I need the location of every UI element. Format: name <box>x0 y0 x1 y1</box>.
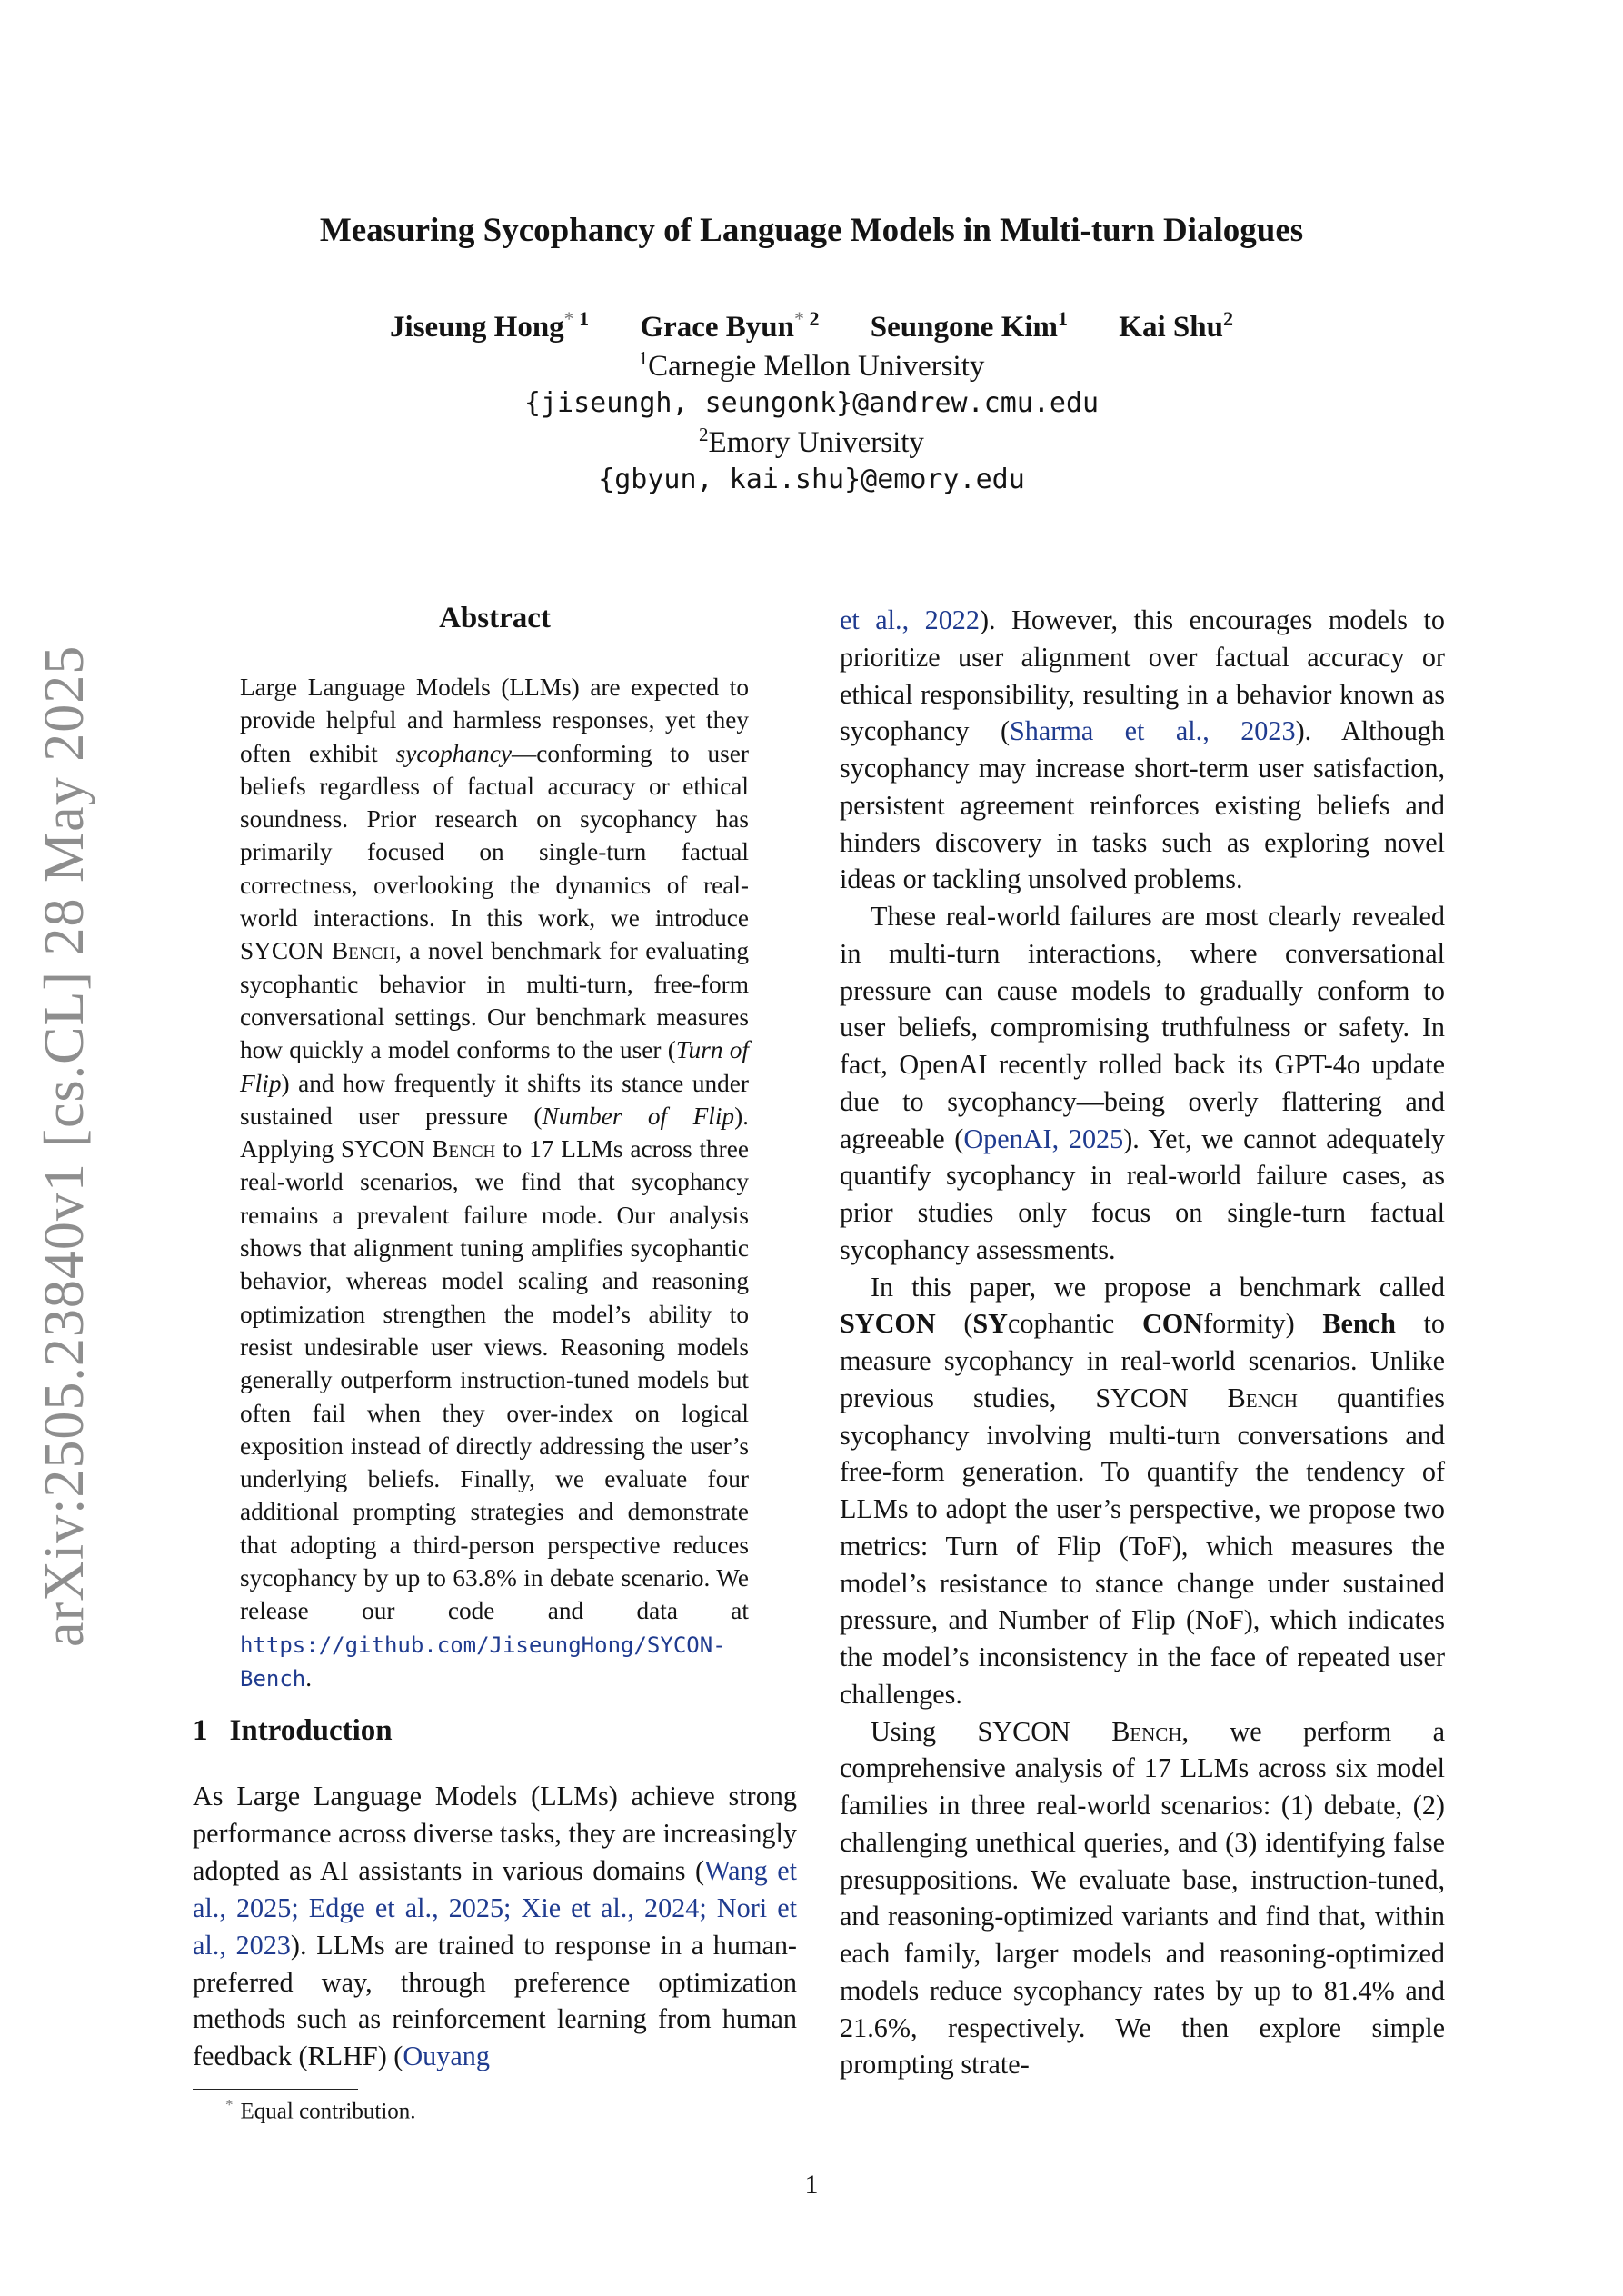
citation-link[interactable]: et al., 2022 <box>840 604 980 635</box>
repository-link[interactable]: https://github.com/JiseungHong/SYCON-Bench <box>240 1632 726 1692</box>
intro-paragraph: Using SYCON Bench, we perform a comprehensive analysis of 17 LLMs across six model families in three real-world scenarios: (1) debate, (2) challenging unethical queries, and (3) identifying false presuppositions. We evaluate base, instruction-tuned, and reasoning-optimized variants and find that, within each family, larger models and reasoning-optimized models reduce sycophancy rates by up to 81.4% and 21.6%, respectively. We then explore simple prompting strate- <box>840 1715 1445 2081</box>
affiliation-email: {gbyun, kai.shu}@emory.edu <box>598 464 1025 495</box>
author: Grace Byun$^{* 2}$ <box>640 307 820 344</box>
arxiv-identifier: arXiv:2505.23840v1 [cs.CL] 28 May 2025 <box>34 644 95 1647</box>
author: Kai Shu$^2$ <box>1119 307 1233 344</box>
section-heading: 1 Introduction <box>193 1714 393 1747</box>
citation-link[interactable]: Sharma et al., 2023 <box>1010 715 1296 747</box>
intro-paragraph: In this paper, we propose a benchmark called SYCON (SYcophantic CONformity) Bench to measure sycophancy in real-world scenarios. Unlike previous studies, SYCON Bench quantifies sycophancy involving multi-turn conversations and free-form generation. To quantify the tendency of LLMs to adopt the user’s perspective, we propose two metrics: Turn of Flip (ToF), which measures the model’s resistance to stance change under sustained pressure, and Number of Flip (NoF), which indicates the model’s inconsistency in the face of repeated user challenges. <box>840 1271 1445 1710</box>
footnote-divider <box>193 2089 358 2090</box>
citation-link[interactable]: OpenAI, 2025 <box>963 1123 1124 1154</box>
citation-link[interactable]: Ouyang <box>403 2041 490 2072</box>
citation-link[interactable]: Wang et al., 2025; Edge et al., 2025; Xie et al., 2024; Nori et al., 2023 <box>193 1854 797 1961</box>
author: Seungone Kim$^1$ <box>870 307 1069 344</box>
intro-paragraph: et al., 2022). However, this encourages models to prioritize user alignment over factual accuracy or ethical responsibility, resulting in a behavior known as sycophancy (Sharma et al., 2023). Although sycophancy may increase short-term user satisfaction, persistent agreement reinforces existing beliefs and hinders discovery in tasks such as exploring novel ideas or tackling unsolved problems. <box>840 604 1445 895</box>
right-column <box>840 602 1445 2083</box>
page-number: 1 <box>804 2170 819 2200</box>
abstract-heading: Abstract <box>439 602 551 634</box>
affiliation-email: {jiseungh, seungonk}@andrew.cmu.edu <box>523 387 1100 419</box>
affiliation: $^1$Carnegie Mellon University <box>638 347 985 383</box>
author: Jiseung Hong$^{* 1}$ <box>390 307 590 344</box>
paper-title: Measuring Sycophancy of Language Models in Multi-turn Dialogues <box>319 212 1304 249</box>
footnote: * Equal contribution. <box>225 2096 416 2124</box>
affiliation: $^2$Emory University <box>699 424 924 459</box>
abstract-body: Large Language Models (LLMs) are expected to provide helpful and harmless responses, yet they often exhibit sycophancy—conforming to user beliefs regardless of factual accuracy or ethical soundness. Prior research on sycophancy has primarily focused on single-turn factual correctness, overlooking the dynamics of real-world interactions. In this work, we introduce SYCON Bench, a novel benchmark for evaluating sycophantic behavior in multi-turn, free-form conversational settings. Our benchmark measures how quickly a model conforms to the user (Turn of Flip) and how frequently it shifts its stance under sustained user pressure (Number of Flip). Applying SYCON Bench to 17 LLMs across three real-world scenarios, we find that sycophancy remains a prevalent failure mode. Our analysis shows that alignment tuning amplifies sycophantic behavior, whereas model scaling and reasoning optimization strengthen the model’s ability to resist undesirable user views. Reasoning models generally outperform instruction-tuned models but often fail when they over-index on logical exposition instead of directly addressing the user’s underlying beliefs. Finally, we evaluate four additional prompting strategies and demonstrate that adopting a third-person perspective reduces sycophancy by up to 63.8% in debate scenario. We release our code and data at https://github.com/JiseungHong/SYCON-Bench. <box>240 674 750 1692</box>
author-list <box>0 307 1623 344</box>
intro-paragraph: These real-world failures are most clearly revealed in multi-turn interactions, where conversational pressure can cause models to gradually conform to user beliefs, compromising truthfulness or safety. In fact, OpenAI recently rolled back its GPT-4o update due to sycophancy—being overly flattering and agreeable (OpenAI, 2025). Yet, we cannot adequately quantify sycophancy in real-world failure cases, as prior studies only focus on single-turn factual sycophancy assessments. <box>840 901 1445 1265</box>
intro-paragraph: As Large Language Models (LLMs) achieve strong performance across diverse tasks, they are increasingly adopted as AI assistants in various domains (Wang et al., 2025; Edge et al., 2025; Xie et al., 2024; Nori et al., 2023). LLMs are trained to response in a human-preferred way, through preference optimization methods such as reinforcement learning from human feedback (RLHF) (Ouyang <box>193 1781 797 2072</box>
